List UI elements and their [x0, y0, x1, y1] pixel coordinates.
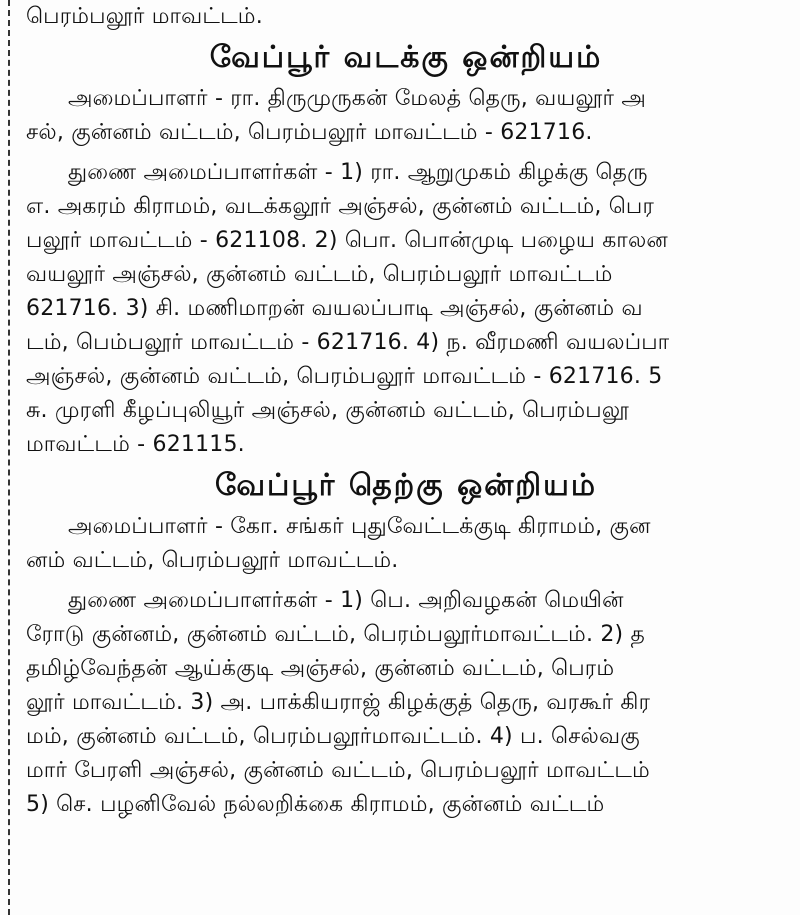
paragraph-line: அமைப்பாளர் - கோ. சங்கர் புதுவேட்டக்குடி கிராமம், குன — [68, 514, 651, 539]
article-column — [26, 0, 800, 822]
paragraph-line: சல், குன்னம் வட்டம், பெரம்பலூர் மாவட்டம் - 621716. — [26, 120, 593, 145]
paragraph-line: ரோடு குன்னம், குன்னம் வட்டம், பெரம்பலூர்மாவட்டம். 2) த — [26, 622, 646, 647]
paragraph-line: 621716. 3) சி. மணிமாறன் வயலப்பாடி அஞ்சல், குன்னம் வ — [26, 296, 643, 321]
section-body-south — [26, 510, 800, 822]
paragraph-line: வயலூர் அஞ்சல், குன்னம் வட்டம், பெரம்பலூர் மாவட்டம் — [26, 262, 613, 287]
paragraph-line: மாவட்டம் - 621115. — [26, 432, 245, 457]
paragraph-line: னம் வட்டம், பெரம்பலூர் மாவட்டம். — [26, 548, 399, 573]
paragraph-line: துணை அமைப்பாளர்கள் - 1) ரா. ஆறுமுகம் கிழக்கு தெரு — [68, 160, 648, 185]
section-body-north — [26, 82, 800, 462]
top-text-line: பெரம்பலூர் மாவட்டம். — [26, 4, 263, 29]
paragraph-line: 5) செ. பழனிவேல் நல்லறிக்கை கிராமம், குன்னம் வட்டம் — [26, 792, 605, 817]
paragraph-line: அஞ்சல், குன்னம் வட்டம், பெரம்பலூர் மாவட்டம் - 621716. 5 — [26, 364, 663, 389]
paragraph-line: பலூர் மாவட்டம் - 621108. 2) பொ. பொன்முடி பழைய காலன — [26, 228, 668, 253]
section-heading-north: வேப்பூர் வடக்கு ஒன்றியம் — [209, 40, 603, 75]
paragraph-line: லூர் மாவட்டம். 3) அ. பாக்கியராஜ் கிழக்குத் தெரு, வரகூர் கிர — [26, 690, 651, 715]
paragraph-line: டம், பெம்பலூர் மாவட்டம் - 621716. 4) ந. வீரமணி வயலப்பா — [26, 330, 670, 355]
paragraph-line: மார் பேரளி அஞ்சல், குன்னம் வட்டம், பெரம்பலூர் மாவட்டம் — [26, 758, 650, 783]
paragraph-line: மம், குன்னம் வட்டம், பெரம்பலூர்மாவட்டம். 4) ப. செல்வகு — [26, 724, 640, 749]
dashed-left-border — [8, 0, 10, 915]
paragraph-line: தமிழ்வேந்தன் ஆய்க்குடி அஞ்சல், குன்னம் வட்டம், பெரம் — [26, 656, 615, 681]
section-heading-south: வேப்பூர் தெற்கு ஒன்றியம் — [215, 468, 597, 503]
paragraph-line: துணை அமைப்பாளர்கள் - 1) பெ. அறிவழகன் மெயின் — [68, 588, 624, 613]
paragraph-line: சு. முரளி கீழப்புலியூர் அஞ்சல், குன்னம் வட்டம், பெரம்பலூ — [26, 398, 629, 423]
paragraph-line: எ. அகரம் கிராமம், வடக்கலூர் அஞ்சல், குன்னம் வட்டம், பெர — [26, 194, 655, 219]
paragraph-line: அமைப்பாளர் - ரா. திருமுருகன் மேலத் தெரு, வயலூர் அ — [68, 86, 647, 111]
